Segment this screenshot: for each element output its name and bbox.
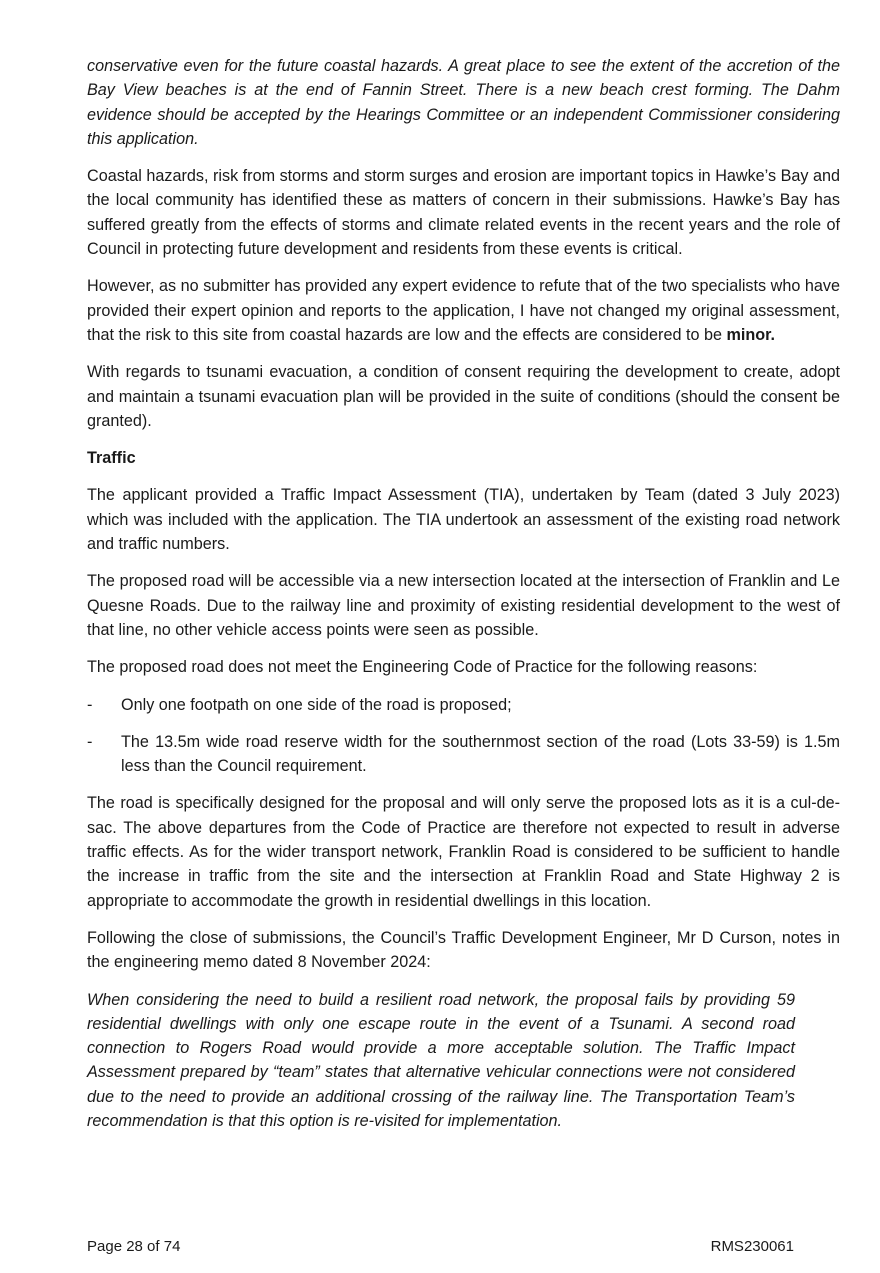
page-footer <box>87 1238 794 1255</box>
page-number: Page 28 of 74 <box>87 1238 181 1255</box>
paragraph-code-of-practice: The proposed road does not meet the Engineering Code of Practice for the following reasons: <box>87 658 758 677</box>
list-item <box>87 693 840 717</box>
paragraph-dahm-evidence: conservative even for the future coastal hazards. A great place to see the extent of the accretion of the Bay View beaches is at the end of Fannin Street. There is a new beach crest forming. The Dahm evidence should be accepted by the Hearings Committee or an independent Commissioner considering this application. <box>87 57 840 148</box>
list-item-text: Only one footpath on one side of the road is proposed; <box>121 695 512 714</box>
section-heading-traffic: Traffic <box>87 449 136 468</box>
paragraph-assessment-emphasis: minor. <box>726 325 776 344</box>
paragraph-assessment-text: However, as no submitter has provided any expert evidence to refute that of the two specialists who have provided their expert opinion and reports to the application, I have not changed my original assessment, that the risk to this site from coastal hazards are low and the effects are considered to be <box>87 277 840 344</box>
paragraph-tsunami-evacuation: With regards to tsunami evacuation, a condition of consent requiring the development to create, adopt and maintain a tsunami evacuation plan will be provided in the suite of conditions (should the consent be granted). <box>87 363 840 430</box>
paragraph-engineer-memo: Following the close of submissions, the Council’s Traffic Development Engineer, Mr D Curson, notes in the engineering memo dated 8 November 2024: <box>87 928 840 972</box>
document-body <box>87 54 840 1146</box>
paragraph-cul-de-sac: The road is specifically designed for the proposal and will only serve the proposed lots as it is a cul-de-sac. The above departures from the Code of Practice are therefore not expected to result in adverse traffic effects. As for the wider transport network, Franklin Road is considered to be sufficient to handle the increase in traffic from the site and the intersection at Franklin Road and State Highway 2 is appropriate to accommodate the growth in residential dwellings in this location. <box>87 794 840 910</box>
bullet-marker: - <box>87 695 93 714</box>
bullet-marker: - <box>87 732 93 751</box>
paragraph-coastal-hazards: Coastal hazards, risk from storms and storm surges and erosion are important topics in Hawke’s Bay and the local community has identified these as matters of concern in their submissions. Hawke’s Bay has suffered greatly from the effects of storms and climate related events in the recent years and the role of Council in protecting future development and residents from these events is critical. <box>87 167 840 259</box>
document-reference: RMS230061 <box>710 1238 794 1255</box>
list-item-text: The 13.5m wide road reserve width for the southernmost section of the road (Lots 33-59) is 1.5m less than the Council requirement. <box>121 732 840 776</box>
paragraph-assessment <box>87 274 840 347</box>
block-quote-memo: When considering the need to build a resilient road network, the proposal fails by providing 59 residential dwellings with only one escape route in the event of a Tsunami. A second road connection to Rogers Road would provide a more acceptable solution. The Traffic Impact Assessment prepared by “team” states that alternative vehicular connections were not considered due to the need to provide an additional crossing of the railway line. The Transportation Team’s recommendation is that this option is re-visited for implementation. <box>87 990 795 1130</box>
paragraph-road-access: The proposed road will be accessible via a new intersection located at the intersection of Franklin and Le Quesne Roads. Due to the railway line and proximity of existing residential development to the west of that line, no other vehicle access points were seen as possible. <box>87 572 840 639</box>
paragraph-tia: The applicant provided a Traffic Impact Assessment (TIA), undertaken by Team (dated 3 July 2023) which was included with the application. The TIA undertook an assessment of the existing road network and traffic numbers. <box>87 486 840 554</box>
list-item <box>87 730 840 779</box>
